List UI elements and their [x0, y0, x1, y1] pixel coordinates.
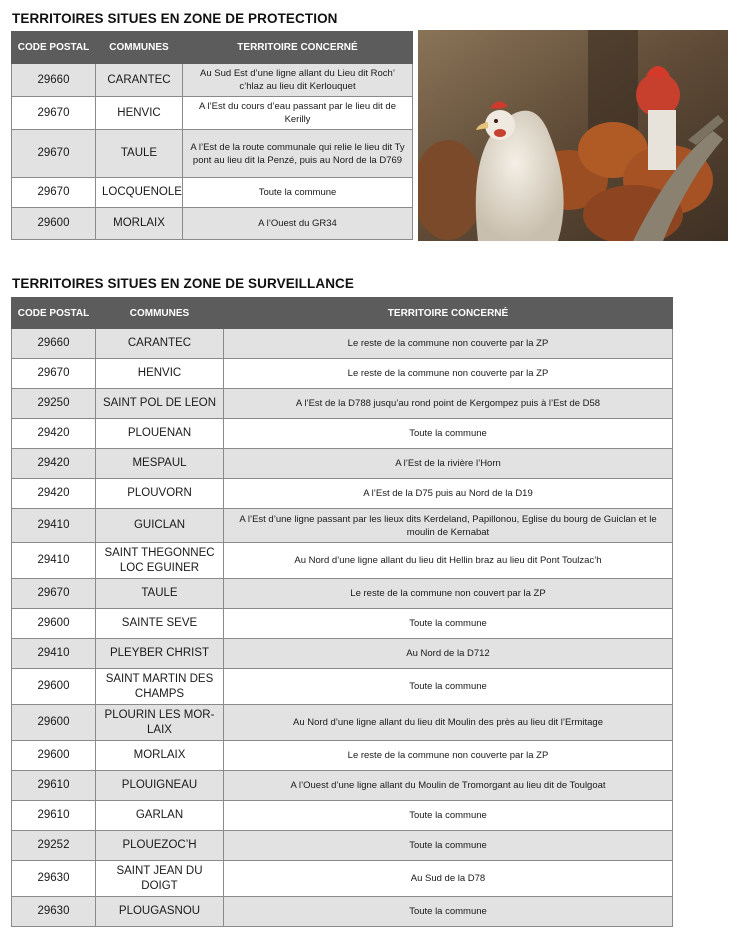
chickens-illustration [418, 30, 728, 241]
territoire-cell: Toute la commune [224, 897, 673, 927]
protection-table [11, 31, 413, 240]
territoire-cell: A l’Ouest du GR34 [183, 208, 413, 240]
commune-cell: PLEYBER CHRIST [96, 639, 224, 669]
commune-cell: PLOUGASNOU [96, 897, 224, 927]
code-postal-cell: 29670 [12, 97, 96, 130]
territoire-cell: Toute la commune [183, 178, 413, 208]
commune-cell: SAINT JEAN DU DOIGT [96, 861, 224, 897]
code-postal-cell: 29250 [12, 389, 96, 419]
table-row [12, 479, 673, 509]
commune-cell: CARANTEC [96, 329, 224, 359]
table-row [12, 861, 673, 897]
table-row [12, 609, 673, 639]
commune-cell: MORLAIX [96, 741, 224, 771]
commune-cell: LOCQUENOLE [96, 178, 183, 208]
code-postal-cell: 29600 [12, 609, 96, 639]
table-row [12, 64, 413, 97]
code-postal-cell: 29420 [12, 479, 96, 509]
table-row [12, 130, 413, 178]
chickens-photo [418, 30, 728, 241]
table-row [12, 639, 673, 669]
commune-cell: SAINT MARTIN DES CHAMPS [96, 669, 224, 705]
protection-header-row [12, 32, 413, 64]
code-postal-cell: 29670 [12, 130, 96, 178]
protection-title: TERRITOIRES SITUES EN ZONE DE PROTECTION [12, 11, 338, 26]
territoire-cell: Le reste de la commune non couverte par la ZP [224, 359, 673, 389]
territoire-cell: Toute la commune [224, 801, 673, 831]
territoire-cell: A l’Est de la rivière l’Horn [224, 449, 673, 479]
territoire-cell: Le reste de la commune non couverte par la ZP [224, 329, 673, 359]
commune-cell: PLOUEZOC’H [96, 831, 224, 861]
commune-cell: CARANTEC [96, 64, 183, 97]
commune-cell: HENVIC [96, 97, 183, 130]
surveillance-header-row [12, 298, 673, 329]
table-row [12, 389, 673, 419]
header-territoire: TERRITOIRE CONCERNÉ [183, 32, 413, 64]
code-postal-cell: 29670 [12, 178, 96, 208]
commune-cell: TAULE [96, 130, 183, 178]
table-row [12, 449, 673, 479]
table-row [12, 669, 673, 705]
table-row [12, 97, 413, 130]
commune-cell: PLOURIN LES MOR-LAIX [96, 705, 224, 741]
surveillance-title: TERRITOIRES SITUES EN ZONE DE SURVEILLANCE [12, 276, 354, 291]
table-row [12, 419, 673, 449]
territoire-cell: Le reste de la commune non couvert par la ZP [224, 579, 673, 609]
header-territoire: TERRITOIRE CONCERNÉ [224, 298, 673, 329]
table-row [12, 543, 673, 579]
commune-cell: SAINT THEGONNEC LOC EGUINER [96, 543, 224, 579]
code-postal-cell: 29600 [12, 208, 96, 240]
territoire-cell: A l’Est d’une ligne passant par les lieux dits Kerdeland, Papillonou, Eglise du bourg de Guiclan et le moulin de Kernabat [224, 509, 673, 543]
header-code-postal: CODE POSTAL [12, 298, 96, 329]
code-postal-cell: 29410 [12, 543, 96, 579]
commune-cell: PLOUENAN [96, 419, 224, 449]
code-postal-cell: 29630 [12, 897, 96, 927]
territoire-cell: Au Nord de la D712 [224, 639, 673, 669]
code-postal-cell: 29630 [12, 861, 96, 897]
commune-cell: HENVIC [96, 359, 224, 389]
territoire-cell: Toute la commune [224, 419, 673, 449]
territoire-cell: A l’Est de la D75 puis au Nord de la D19 [224, 479, 673, 509]
commune-cell: PLOUVORN [96, 479, 224, 509]
code-postal-cell: 29410 [12, 639, 96, 669]
territoire-cell: Toute la commune [224, 669, 673, 705]
code-postal-cell: 29420 [12, 419, 96, 449]
code-postal-cell: 29660 [12, 64, 96, 97]
commune-cell: MORLAIX [96, 208, 183, 240]
table-row [12, 801, 673, 831]
header-communes: COMMUNES [96, 32, 183, 64]
table-row [12, 831, 673, 861]
code-postal-cell: 29600 [12, 669, 96, 705]
table-row [12, 705, 673, 741]
territoire-cell: Toute la commune [224, 831, 673, 861]
table-row [12, 178, 413, 208]
code-postal-cell: 29610 [12, 801, 96, 831]
table-row [12, 509, 673, 543]
territoire-cell: A l’Est de la route communale qui relie le lieu dit Ty pont au lieu dit la Penzé, puis au Nord de la D769 [183, 130, 413, 178]
territoire-cell: Au Sud Est d’une ligne allant du Lieu dit Roch’ c’hlaz au lieu dit Kerlouquet [183, 64, 413, 97]
code-postal-cell: 29600 [12, 741, 96, 771]
code-postal-cell: 29610 [12, 771, 96, 801]
commune-cell: TAULE [96, 579, 224, 609]
commune-cell: MESPAUL [96, 449, 224, 479]
code-postal-cell: 29420 [12, 449, 96, 479]
surveillance-table [11, 297, 673, 927]
commune-cell: GARLAN [96, 801, 224, 831]
table-row [12, 329, 673, 359]
code-postal-cell: 29670 [12, 579, 96, 609]
territoire-cell: Toute la commune [224, 609, 673, 639]
territoire-cell: Le reste de la commune non couverte par la ZP [224, 741, 673, 771]
table-row [12, 741, 673, 771]
table-row [12, 897, 673, 927]
table-row [12, 579, 673, 609]
territoire-cell: A l’Est de la D788 jusqu’au rond point de Kergompez puis à l’Est de D58 [224, 389, 673, 419]
commune-cell: GUICLAN [96, 509, 224, 543]
territoire-cell: Au Nord d’une ligne allant du lieu dit Hellin braz au lieu dit Pont Toulzac’h [224, 543, 673, 579]
territoire-cell: A l’Ouest d’une ligne allant du Moulin de Tromorgant au lieu dit de Toulgoat [224, 771, 673, 801]
territoire-cell: Au Nord d’une ligne allant du lieu dit Moulin des près au lieu dit l’Ermitage [224, 705, 673, 741]
code-postal-cell: 29252 [12, 831, 96, 861]
code-postal-cell: 29410 [12, 509, 96, 543]
commune-cell: SAINT POL DE LEON [96, 389, 224, 419]
code-postal-cell: 29600 [12, 705, 96, 741]
code-postal-cell: 29670 [12, 359, 96, 389]
code-postal-cell: 29660 [12, 329, 96, 359]
table-row [12, 208, 413, 240]
commune-cell: SAINTE SEVE [96, 609, 224, 639]
table-row [12, 771, 673, 801]
territoire-cell: A l’Est du cours d’eau passant par le lieu dit de Kerilly [183, 97, 413, 130]
header-communes: COMMUNES [96, 298, 224, 329]
territoire-cell: Au Sud de la D78 [224, 861, 673, 897]
header-code-postal: CODE POSTAL [12, 32, 96, 64]
commune-cell: PLOUIGNEAU [96, 771, 224, 801]
table-row [12, 359, 673, 389]
